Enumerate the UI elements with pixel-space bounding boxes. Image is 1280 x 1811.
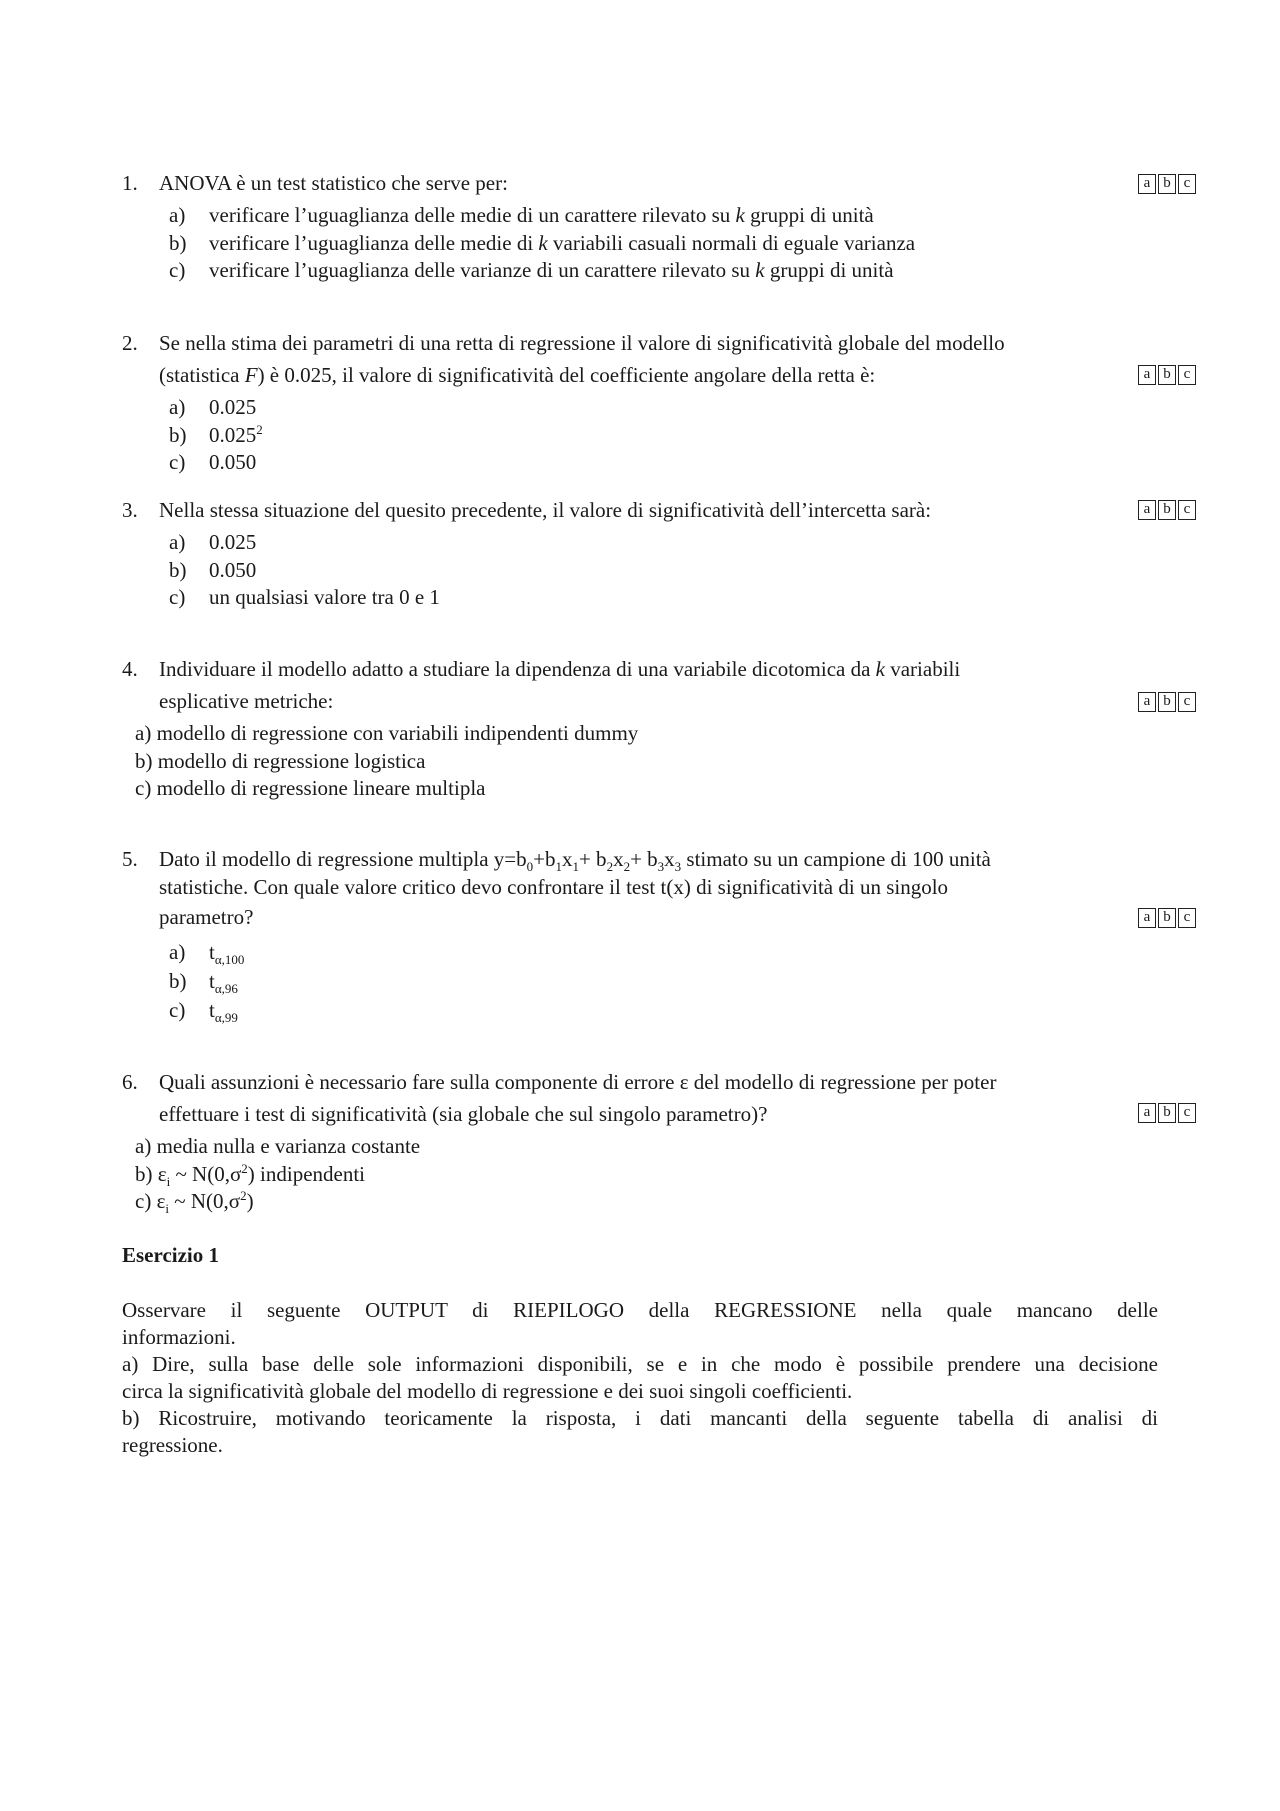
question-6-stem-line2 — [122, 1101, 1212, 1133]
question-5 — [122, 846, 1212, 1026]
option-text: verificare l’uguaglianza delle medie di un carattere rilevato su k gruppi di unità — [209, 203, 874, 227]
answer-box-a[interactable]: a — [1138, 174, 1156, 194]
option-letter: a) — [169, 203, 186, 227]
question-5-stem-line2 — [122, 874, 1212, 904]
question-5-stem-line3 — [122, 904, 1212, 939]
answer-box-a[interactable]: a — [1138, 692, 1156, 712]
question-6-stem — [122, 1069, 1212, 1101]
answer-boxes-q6 — [1138, 1103, 1196, 1123]
question-number: 2. — [122, 331, 138, 355]
answer-box-b[interactable]: b — [1158, 174, 1176, 194]
question-2-stem — [122, 330, 1212, 362]
option-letter: b) — [169, 557, 187, 582]
question-number: 6. — [122, 1070, 138, 1094]
option-letter: c) — [169, 998, 186, 1022]
answer-boxes-q4 — [1138, 692, 1196, 712]
answer-box-b[interactable]: b — [1158, 365, 1176, 385]
question-number: 5. — [122, 847, 138, 871]
option-a[interactable] — [122, 939, 1212, 968]
answer-box-b[interactable]: b — [1158, 692, 1176, 712]
option-b[interactable]: b) modello di regressione logistica — [135, 748, 426, 773]
question-4 — [122, 656, 1212, 803]
option-text: $t_{\alpha,99}$ — [209, 998, 238, 1026]
option-c[interactable]: c) $\varepsilon_i$ ~ $N(0,\sigma^2)$ — [135, 1188, 254, 1217]
option-c[interactable] — [122, 449, 1212, 477]
exercise-paragraph-2-line2: circa la significatività globale del modello di regressione e dei suoi singoli coefficienti. — [122, 1379, 853, 1403]
option-c[interactable] — [122, 997, 1212, 1026]
option-c[interactable] — [122, 257, 1212, 285]
question-text: Nella stessa situazione del quesito precedente, il valore di significatività dell’intercetta sarà: — [159, 498, 932, 522]
option-b[interactable] — [122, 230, 1212, 258]
option-text: verificare l’uguaglianza delle medie di k variabili casuali normali di eguale varianza — [209, 230, 916, 255]
option-text: 0.050 — [209, 557, 257, 582]
answer-box-c[interactable]: c — [1178, 1103, 1196, 1123]
exercise-paragraph-3-line1: b) Ricostruire, motivando teoricamente la risposta, i dati mancanti della seguente tabella di analisi di — [122, 1406, 1158, 1430]
option-b[interactable] — [122, 422, 1212, 450]
option-a[interactable]: a) media nulla e varianza costante — [135, 1134, 421, 1158]
option-text: verificare l’uguaglianza delle varianze di un carattere rilevato su k gruppi di unità — [209, 258, 894, 282]
answer-box-c[interactable]: c — [1178, 174, 1196, 194]
exercise-paragraph-2-line1: a) Dire, sulla base delle sole informazioni disponibili, se e in che modo è possibile prendere una decisione — [122, 1352, 1158, 1376]
question-1 — [122, 170, 1212, 285]
option-letter: a) — [169, 395, 186, 419]
question-3 — [122, 497, 1212, 612]
option-c[interactable] — [122, 584, 1212, 612]
option-text: $t_{\alpha,100}$ — [209, 940, 245, 968]
option-text: 0.025 — [209, 530, 257, 554]
question-4-stem — [122, 656, 1212, 688]
question-3-stem — [122, 497, 1212, 529]
question-1-stem — [122, 170, 1212, 202]
option-b[interactable] — [122, 557, 1212, 585]
answer-boxes-q2 — [1138, 365, 1196, 385]
option-letter: b) — [169, 422, 187, 447]
question-text: ANOVA è un test statistico che serve per: — [159, 171, 508, 195]
question-text-line1: Individuare il modello adatto a studiare la dipendenza di una variabile dicotomica da k variabili — [159, 657, 961, 681]
option-b[interactable]: b) $\varepsilon_i$ ~ $N(0,\sigma^2)$ indipendenti — [135, 1160, 366, 1189]
question-text-line2: effettuare i test di significatività (sia globale che sul singolo parametro)? — [159, 1102, 768, 1126]
question-text-line2: (statistica F) è 0.025, il valore di significatività del coefficiente angolare della retta è: — [159, 363, 876, 387]
question-4-stem-line2 — [122, 688, 1212, 720]
exercise-paragraph-1-line1: Osservare il seguente OUTPUT di RIEPILOGO della REGRESSIONE nella quale mancano delle — [122, 1298, 1158, 1322]
exercise-paragraph-3-line2: regressione. — [122, 1433, 223, 1457]
answer-box-c[interactable]: c — [1178, 365, 1196, 385]
option-text: un qualsiasi valore tra 0 e 1 — [209, 585, 440, 609]
option-letter: b) — [169, 230, 187, 255]
question-6 — [122, 1069, 1212, 1216]
option-text: 0.025 — [209, 395, 257, 419]
option-a[interactable] — [122, 529, 1212, 557]
option-letter: c) — [169, 585, 186, 609]
answer-box-a[interactable]: a — [1138, 1103, 1156, 1123]
option-text: $t_{\alpha,96}$ — [209, 969, 238, 997]
question-5-stem — [122, 846, 1212, 874]
option-text: 0.050 — [209, 450, 257, 474]
option-letter: c) — [169, 450, 186, 474]
option-letter: b) — [169, 969, 187, 993]
answer-box-c[interactable]: c — [1178, 692, 1196, 712]
question-number: 1. — [122, 171, 138, 195]
exercise-title: Esercizio 1 — [122, 1243, 220, 1267]
answer-box-b[interactable]: b — [1158, 908, 1176, 928]
question-text-line1: Quali assunzioni è necessario fare sulla componente di errore ε del modello di regressione per poter — [159, 1070, 997, 1094]
question-text-line2: statistiche. Con quale valore critico devo confrontare il test t(x) di significatività di un singolo — [159, 875, 949, 899]
option-letter: c) — [169, 258, 186, 282]
question-text-line2: esplicative metriche: — [159, 689, 334, 713]
question-number: 3. — [122, 498, 138, 522]
option-a[interactable] — [122, 202, 1212, 230]
question-text-line3: parametro? — [159, 905, 254, 929]
answer-boxes-q3 — [1138, 500, 1196, 520]
option-c[interactable]: c) modello di regressione lineare multipla — [135, 776, 486, 800]
answer-box-b[interactable]: b — [1158, 1103, 1176, 1123]
answer-box-a[interactable]: a — [1138, 500, 1156, 520]
answer-box-c[interactable]: c — [1178, 908, 1196, 928]
option-letter: a) — [169, 940, 186, 964]
question-text-line1: Se nella stima dei parametri di una retta di regressione il valore di significatività globale del modello — [159, 331, 1005, 355]
answer-box-a[interactable]: a — [1138, 365, 1156, 385]
answer-box-c[interactable]: c — [1178, 500, 1196, 520]
answer-box-a[interactable]: a — [1138, 908, 1156, 928]
option-text: 0.025$^2$ — [209, 421, 263, 447]
question-text-line1: Dato il modello di regressione multipla $y=b_0+b_1x_1+ b_2x_2+ b_3x_3$ stimato su un campione di 100 unità — [159, 847, 991, 875]
exercise-paragraph-1-line2: informazioni. — [122, 1325, 236, 1349]
answer-box-b[interactable]: b — [1158, 500, 1176, 520]
answer-boxes-q5 — [1138, 908, 1196, 928]
option-a[interactable] — [122, 394, 1212, 422]
question-2-stem-line2 — [122, 362, 1212, 394]
option-b[interactable] — [122, 968, 1212, 997]
option-letter: a) — [169, 530, 186, 554]
question-2 — [122, 330, 1212, 477]
option-a[interactable]: a) modello di regressione con variabili indipendenti dummy — [135, 721, 639, 745]
exercise-body — [122, 1297, 1158, 1459]
answer-boxes-q1 — [1138, 174, 1196, 194]
question-number: 4. — [122, 657, 138, 681]
